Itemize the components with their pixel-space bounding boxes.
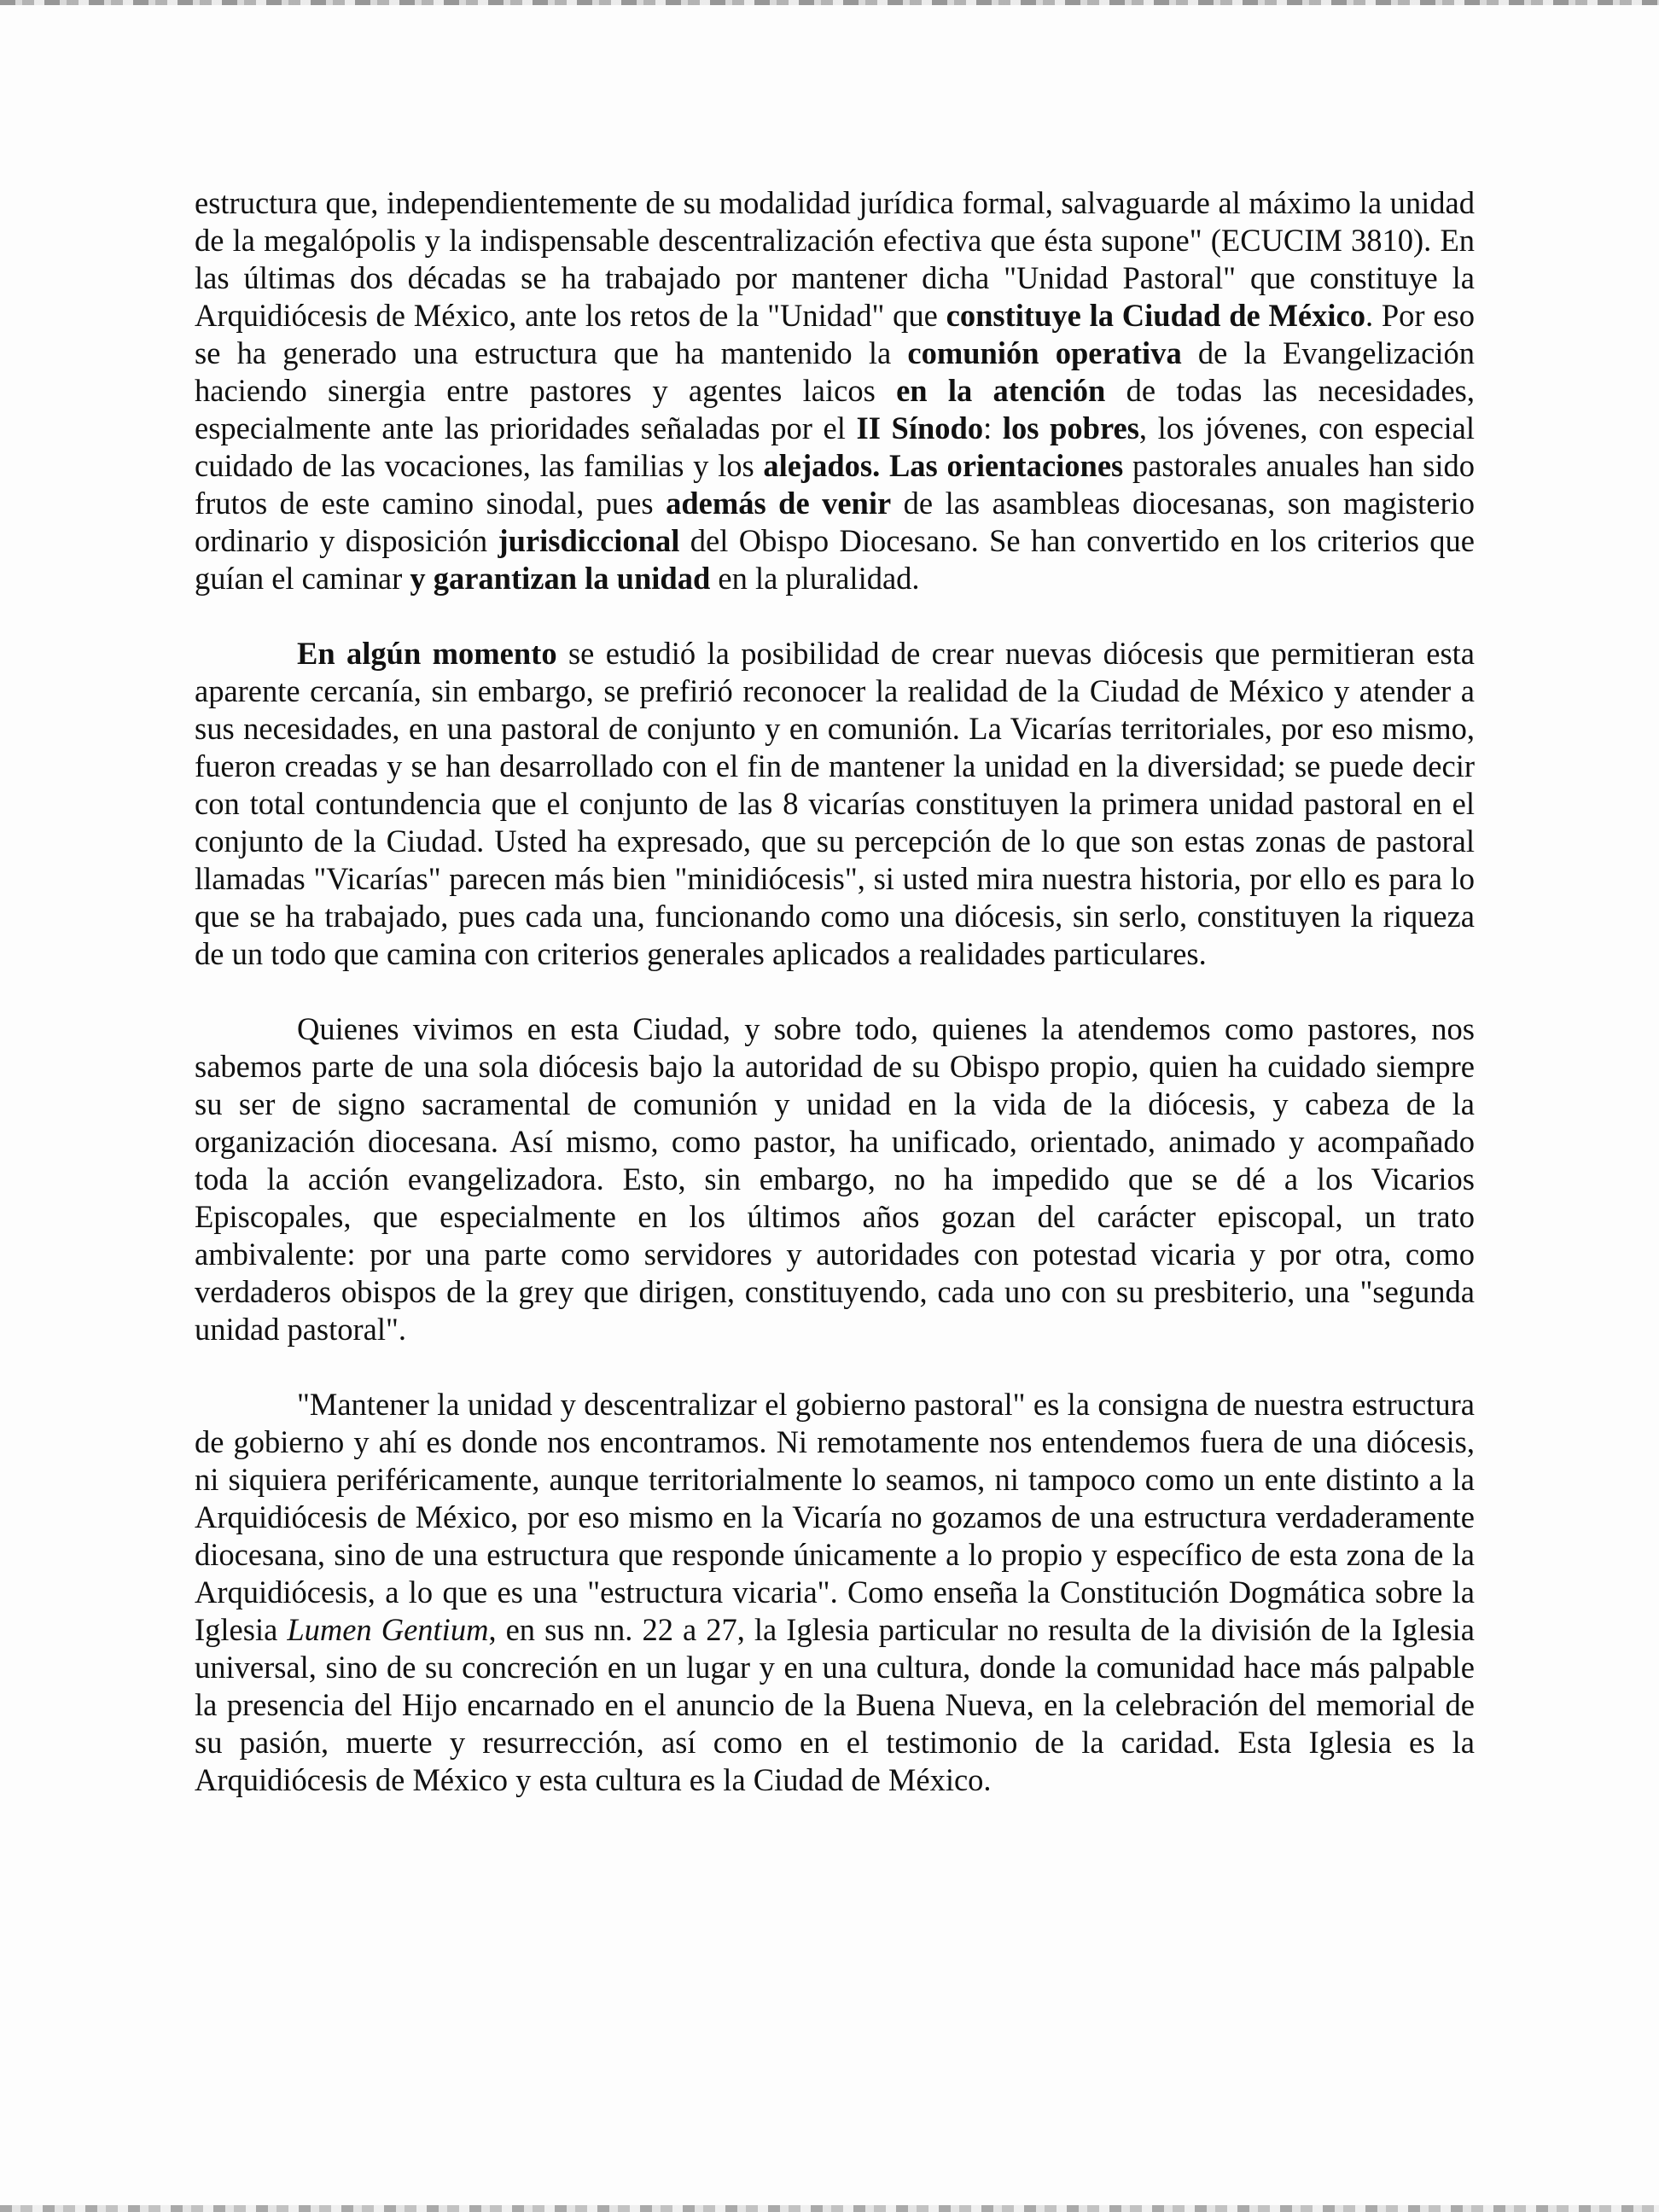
text-run-bold: alejados. Las orientaciones: [763, 448, 1124, 483]
scan-edge-bottom: [0, 2205, 1659, 2212]
text-run: , los jóvenes, con especial cuidado de las vocaciones, las familias y los: [195, 410, 1475, 483]
text-run: estructura que, independientemente de su modalidad jurídica formal, salvaguarde al máximo la unidad de la megalópolis y la indispensable descentralización efectiva que ésta supone" (ECUCIM 3810). En las últimas dos décadas se ha trabajado por mantener dicha "Unidad Pastoral" que constituye la Arquidiócesis de México, ante los retos de la "Unidad" que: [195, 185, 1475, 333]
text-run: :: [983, 410, 1003, 445]
text-run-bold: jurisdiccional: [498, 523, 680, 558]
text-run-bold: en la atención: [896, 373, 1106, 408]
text-run: . Por eso se ha generado una estructura que ha mantenido la: [195, 298, 1476, 370]
text-run-bold: En algún momento: [297, 636, 557, 671]
text-run: del Obispo Diocesano. Se han convertido en los criterios que guían el caminar: [195, 523, 1475, 596]
scan-edge-top: [0, 0, 1659, 5]
text-run: "Mantener la unidad y descentralizar el gobierno pastoral" es la consigna de nuestra estructura de gobierno y ahí es donde nos encontramos. Ni remotamente nos entendemos fuera de una diócesis, ni siquiera periféricamente, aunque territorialmente lo seamos, ni tampoco como un ente distinto a la Arquidiócesis de México, por eso mismo en la Vicaría no gozamos de una estructura verdaderamente diocesana, sino de una estructura que responde únicamente a lo propio y específico de esta zona de la Arquidiócesis, a lo que es una "estructura vicaria". Como enseña la Constitución Dogmática sobre la Iglesia: [195, 1387, 1475, 1647]
paragraph-2: [195, 635, 1475, 973]
text-run: de todas las necesidades, especialmente ante las prioridades señaladas por el: [195, 373, 1476, 445]
text-run-bold: comunión operativa: [907, 335, 1182, 370]
text-run-italic: Lumen Gentium: [287, 1612, 489, 1647]
text-run-bold: II Sínodo: [856, 410, 984, 445]
document-body: [195, 184, 1475, 1799]
text-run: pastorales anuales han sido frutos de este camino sinodal, pues: [195, 448, 1475, 521]
text-run: se estudió la posibilidad de crear nuevas diócesis que permitieran esta aparente cercanía, sin embargo, se prefirió reconocer la realidad de la Ciudad de México y atender a sus necesidades, en una pastoral de conjunto y en comunión. La Vicarías territoriales, por eso mismo, fueron creadas y se han desarrollado con el fin de mantener la unidad en la diversidad; se puede decir con total contundencia que el conjunto de las 8 vicarías constituyen la primera unidad pastoral en el conjunto de la Ciudad. Usted ha expresado, que su percepción de lo que son estas zonas de pastoral llamadas "Vicarías" parecen más bien "minidiócesis", si usted mira nuestra historia, por ello es para lo que se ha trabajado, pues cada una, funcionando como una diócesis, sin serlo, constituyen la riqueza de un todo que camina con criterios generales aplicados a realidades particulares.: [195, 636, 1475, 971]
text-run-bold: y garantizan la unidad: [410, 561, 711, 596]
paragraph-1: [195, 184, 1475, 597]
text-run: en la pluralidad.: [710, 561, 920, 596]
text-run-bold: constituye la Ciudad de México: [946, 298, 1365, 333]
text-run-bold: además de venir: [666, 486, 892, 521]
paragraph-4: [195, 1386, 1475, 1799]
text-run: de la Evangelización haciendo sinergia entre pastores y agentes laicos: [195, 335, 1475, 408]
text-run-bold: los pobres: [1002, 410, 1139, 445]
text-run: de las asambleas diocesanas, son magisterio ordinario y disposición: [195, 486, 1475, 558]
text-run: , en sus nn. 22 a 27, la Iglesia particular no resulta de la división de la Iglesia universal, sino de su concreción en un lugar y en una cultura, donde la comunidad hace más palpable la presencia del Hijo encarnado en el anuncio de la Buena Nueva, en la celebración del memorial de su pasión, muerte y resurrección, así como en el testimonio de la caridad. Esta Iglesia es la Arquidiócesis de México y esta cultura es la Ciudad de México.: [195, 1612, 1475, 1797]
paragraph-3: [195, 1010, 1475, 1348]
text-run: Quienes vivimos en esta Ciudad, y sobre todo, quienes la atendemos como pastores, nos sabemos parte de una sola diócesis bajo la autoridad de su Obispo propio, quien ha cuidado siempre su ser de signo sacramental de comunión y unidad en la vida de la diócesis, y cabeza de la organización diocesana. Así mismo, como pastor, ha unificado, orientado, animado y acompañado toda la acción evangelizadora. Esto, sin embargo, no ha impedido que se dé a los Vicarios Episcopales, que especialmente en los últimos años gozan del carácter episcopal, un trato ambivalente: por una parte como servidores y autoridades con potestad vicaria y por otra, como verdaderos obispos de la grey que dirigen, constituyendo, cada uno con su presbiterio, una "segunda unidad pastoral".: [195, 1011, 1475, 1347]
